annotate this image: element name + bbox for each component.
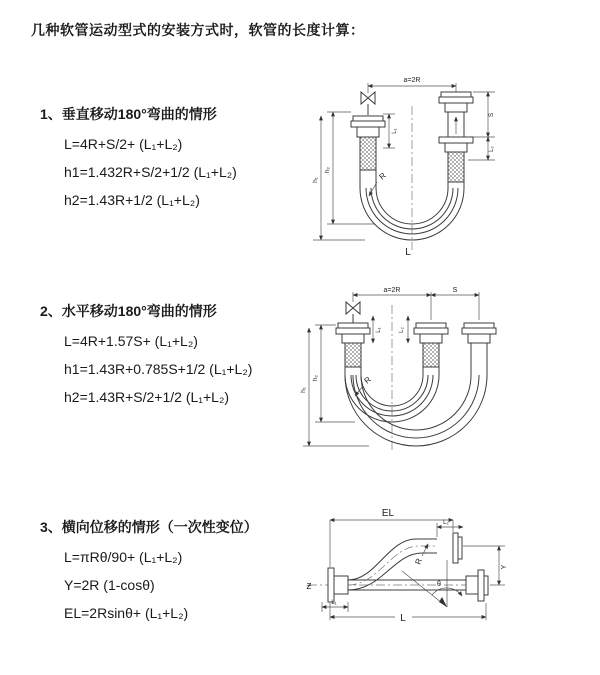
formula-el: EL=2Rsinθ+ (L₁+L₂) <box>64 605 189 621</box>
dim-label-l1: L₁ <box>376 327 382 333</box>
formula-h1: h1=1.43R+0.785S+1/2 (L₁+L₂) <box>64 361 253 377</box>
upper-right-flange-assembly <box>453 533 462 563</box>
formula-length: L=4R+S/2+ (L₁+L₂) <box>64 136 183 152</box>
dim-label-l2: L₂ <box>489 146 495 152</box>
dim-label-h1: h₁ <box>312 177 319 183</box>
dim-label-s: S <box>452 287 458 294</box>
dimension-lines <box>303 292 479 446</box>
radius-label: R <box>362 374 373 386</box>
dim-label-l2: L₂ <box>443 520 449 526</box>
left-flange-assembly <box>336 323 370 375</box>
formula-h2: h2=1.43R+1/2 (L₁+L₂) <box>64 192 200 208</box>
formula-length: L=πRθ/90+ (L₁+L₂) <box>64 549 183 565</box>
dim-label-s: S <box>488 112 495 118</box>
lower-right-flange-assembly <box>466 570 488 601</box>
left-flange-assembly <box>328 568 348 602</box>
section-horizontal-movement <box>40 301 252 411</box>
dim-label-h1: h₁ <box>300 387 307 393</box>
formula-h1: h1=1.432R+S/2+1/2 (L₁+L₂) <box>64 164 237 180</box>
middle-flange-assembly <box>414 323 448 375</box>
radius-label: R <box>377 170 388 182</box>
formula-length: L=4R+1.57S+ (L₁+L₂) <box>64 333 198 349</box>
dim-label-length: L <box>400 613 406 624</box>
dim-label-l1: L₁ <box>392 128 398 134</box>
dim-label-y: Y <box>501 564 508 570</box>
diagram-vertical-180-bend <box>293 62 523 262</box>
dimension-lines <box>313 83 495 240</box>
hose-u-bend-displaced <box>345 375 487 446</box>
section-3-heading: 3、横向位移的情形（一次性变位） <box>40 519 258 535</box>
dim-label-span: a=2R <box>383 287 401 294</box>
angle-construction <box>402 560 462 607</box>
diagram-horizontal-180-bend <box>293 280 538 470</box>
braided-hose-section <box>345 343 361 367</box>
displaced-flange-assembly <box>462 323 496 375</box>
formula-h2: h2=1.43R+S/2+1/2 (L₁+L₂) <box>64 389 230 405</box>
dim-label-h2: h₂ <box>312 374 319 382</box>
dim-label-h2: h₂ <box>324 166 331 174</box>
dim-label-l2: L₂ <box>399 327 405 333</box>
angle-label: θ <box>437 581 441 588</box>
page-title: 几种软管运动型式的安装方式时，软管的长度计算： <box>31 22 365 38</box>
braided-hose-section <box>448 152 464 182</box>
braided-hose-section <box>423 343 439 367</box>
dim-label-el: EL <box>381 508 395 519</box>
hose-s-curve <box>348 539 437 590</box>
radius-label: R <box>413 557 424 566</box>
dim-label-span: a=2R <box>403 77 421 84</box>
braided-hose-section <box>360 137 376 170</box>
section-1-heading: 1、垂直移动180°弯曲的情形 <box>40 106 217 122</box>
length-label: L <box>405 247 411 258</box>
formula-y: Y=2R (1-cosθ) <box>64 577 155 593</box>
valve-icon <box>346 302 360 323</box>
dim-label-l1: L₁ <box>331 600 337 606</box>
fixed-end-mark: Ƶ <box>306 582 312 591</box>
valve-icon <box>361 92 375 115</box>
right-flange-assembly <box>439 92 473 188</box>
section-vertical-movement <box>40 104 237 214</box>
section-2-heading: 2、水平移动180°弯曲的情形 <box>40 303 217 319</box>
diagram-lateral-displacement <box>290 493 550 658</box>
section-lateral-displacement <box>40 517 258 627</box>
